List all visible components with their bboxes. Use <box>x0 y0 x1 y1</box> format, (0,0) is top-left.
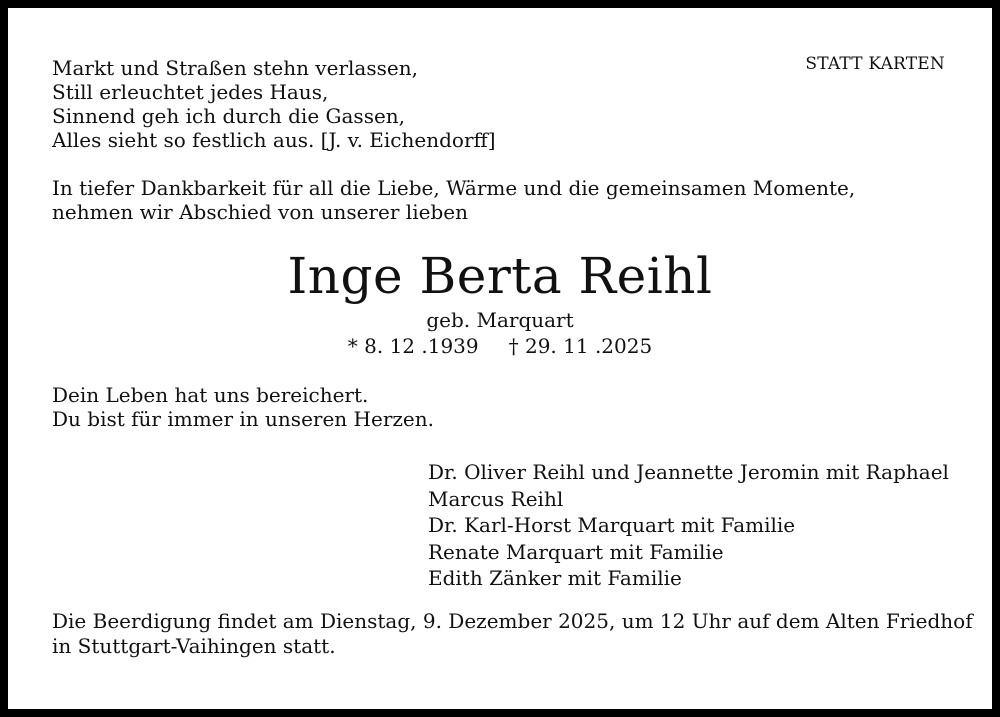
funeral-line: in Stuttgart-Vaihingen statt. <box>52 634 336 658</box>
birth-date: * 8. 12 .1939 <box>347 334 479 358</box>
intro-line: In tiefer Dankbarkeit für all die Liebe, Wärme und die gemeinsamen Momente, <box>52 176 856 200</box>
tribute-text <box>52 383 434 431</box>
tribute-line: Du bist für immer in unseren Herzen. <box>52 407 434 431</box>
mourners-list <box>428 459 949 592</box>
funeral-details <box>52 609 973 659</box>
mourner-name: Dr. Karl-Horst Marquart mit Familie <box>428 513 796 537</box>
poem-line: Alles sieht so festlich aus. [J. v. Eichendorff] <box>52 128 496 152</box>
intro-text <box>52 176 855 224</box>
poem-quote <box>52 56 496 152</box>
mourner-name: Marcus Reihl <box>428 486 564 511</box>
birth-name: geb. Marquart <box>426 308 574 332</box>
statt-karten-tag: STATT KARTEN <box>805 54 945 74</box>
poem-line: Sinnend geh ich durch die Gassen, <box>52 104 406 128</box>
mourner-name: Dr. Oliver Reihl und Jeannette Jeromin mit Raphael <box>428 460 949 484</box>
death-date: † 29. 11 .2025 <box>508 334 653 358</box>
obituary-notice <box>52 52 973 662</box>
poem-line: Still erleuchtet jedes Haus, <box>52 80 329 104</box>
tribute-line: Dein Leben hat uns bereichert. <box>52 383 369 407</box>
intro-line: nehmen wir Abschied von unserer lieben <box>52 200 468 224</box>
deceased-name: Inge Berta Reihl <box>287 247 713 305</box>
funeral-line: Die Beerdigung findet am Dienstag, 9. Dezember 2025, um 12 Uhr auf dem Alten Friedhof <box>52 609 973 633</box>
mourner-name: Renate Marquart mit Familie <box>428 539 724 564</box>
mourner-name: Edith Zänker mit Familie <box>428 566 682 590</box>
poem-line: Markt und Straßen stehn verlassen, <box>52 56 418 80</box>
life-dates <box>52 334 948 358</box>
